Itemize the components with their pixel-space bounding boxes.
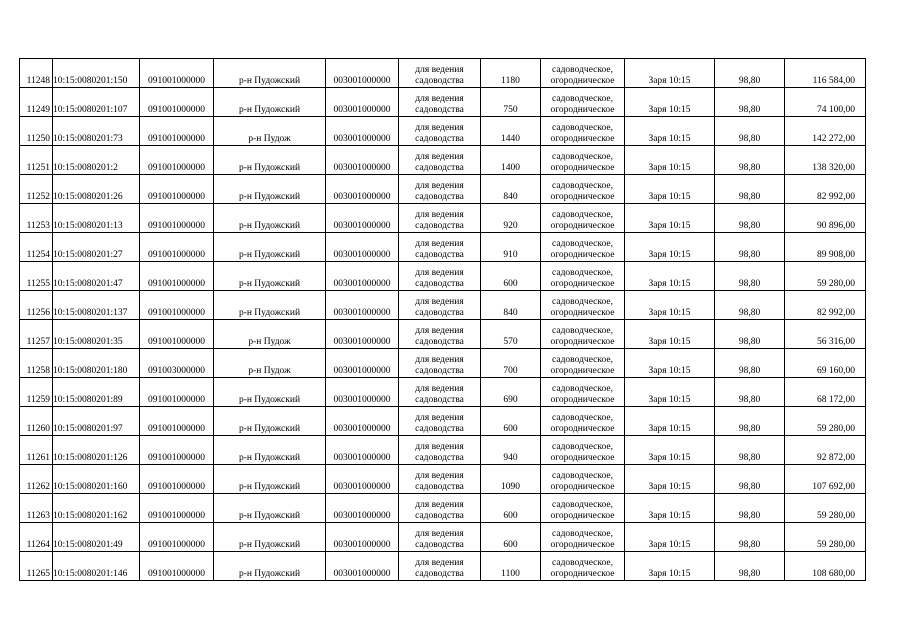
area-cell: 750 — [481, 88, 541, 117]
land-use-purpose-line: для ведения — [415, 94, 464, 104]
rate-cell: 98,80 — [715, 88, 785, 117]
table-row — [20, 88, 866, 117]
category-line: садоводческое, — [552, 442, 613, 452]
land-use-purpose-cell — [399, 291, 481, 320]
group-cell: Заря 10:15 — [625, 320, 715, 349]
area-cell: 1090 — [481, 465, 541, 494]
category-cell — [541, 146, 625, 175]
district-cell: р-н Пудож — [214, 117, 326, 146]
cadastral-number-cell: 10:15:0080201:107 — [53, 88, 140, 117]
settlement-code-cell: 003001000000 — [326, 494, 399, 523]
table-row — [20, 320, 866, 349]
land-use-purpose-line: садоводства — [415, 395, 464, 405]
oktmo-code-cell: 091001000000 — [140, 117, 214, 146]
category-line: огородническое — [550, 540, 615, 550]
cadastral-number-cell: 10:15:0080201:180 — [53, 349, 140, 378]
land-use-purpose-line: садоводства — [415, 192, 464, 202]
category-cell — [541, 320, 625, 349]
row-number-cell: 11259 — [20, 378, 53, 407]
category-line: садоводческое, — [552, 297, 613, 307]
table-row — [20, 436, 866, 465]
land-use-purpose-cell — [399, 378, 481, 407]
land-use-purpose-line: для ведения — [415, 239, 464, 249]
table-row — [20, 262, 866, 291]
category-cell — [541, 378, 625, 407]
group-cell: Заря 10:15 — [625, 291, 715, 320]
land-use-purpose-cell — [399, 320, 481, 349]
oktmo-code-cell: 091001000000 — [140, 262, 214, 291]
area-cell: 690 — [481, 378, 541, 407]
group-cell: Заря 10:15 — [625, 436, 715, 465]
group-cell: Заря 10:15 — [625, 117, 715, 146]
land-use-purpose-line: для ведения — [415, 65, 464, 75]
rate-cell: 98,80 — [715, 436, 785, 465]
land-use-purpose-cell — [399, 233, 481, 262]
land-use-purpose-line: для ведения — [415, 384, 464, 394]
group-cell: Заря 10:15 — [625, 349, 715, 378]
land-use-purpose-line: садоводства — [415, 540, 464, 550]
category-cell — [541, 349, 625, 378]
oktmo-code-cell: 091001000000 — [140, 523, 214, 552]
area-cell: 600 — [481, 523, 541, 552]
oktmo-code-cell: 091001000000 — [140, 291, 214, 320]
land-use-purpose-line: садоводства — [415, 163, 464, 173]
rate-cell: 98,80 — [715, 291, 785, 320]
row-number-cell: 11265 — [20, 552, 53, 581]
land-use-purpose-line: для ведения — [415, 181, 464, 191]
land-use-purpose-line: садоводства — [415, 569, 464, 579]
category-cell — [541, 523, 625, 552]
land-use-purpose-line: садоводства — [415, 308, 464, 318]
category-line: огородническое — [550, 163, 615, 173]
cadastral-number-cell: 10:15:0080201:49 — [53, 523, 140, 552]
category-line: садоводческое, — [552, 268, 613, 278]
table-row — [20, 204, 866, 233]
cadastral-value-cell: 82 992,00 — [785, 291, 866, 320]
cadastral-value-cell: 116 584,00 — [785, 59, 866, 88]
land-use-purpose-line: садоводства — [415, 453, 464, 463]
oktmo-code-cell: 091001000000 — [140, 146, 214, 175]
group-cell: Заря 10:15 — [625, 88, 715, 117]
table-row — [20, 349, 866, 378]
settlement-code-cell: 003001000000 — [326, 465, 399, 494]
rate-cell: 98,80 — [715, 175, 785, 204]
category-line: садоводческое, — [552, 558, 613, 568]
district-cell: р-н Пудожский — [214, 378, 326, 407]
district-cell: р-н Пудожский — [214, 465, 326, 494]
category-cell — [541, 175, 625, 204]
settlement-code-cell: 003001000000 — [326, 88, 399, 117]
settlement-code-cell: 003001000000 — [326, 349, 399, 378]
land-use-purpose-cell — [399, 262, 481, 291]
district-cell: р-н Пудожский — [214, 204, 326, 233]
cadastral-value-cell: 90 896,00 — [785, 204, 866, 233]
oktmo-code-cell: 091001000000 — [140, 465, 214, 494]
group-cell: Заря 10:15 — [625, 494, 715, 523]
district-cell: р-н Пудожский — [214, 262, 326, 291]
category-line: огородническое — [550, 279, 615, 289]
cadastral-number-cell: 10:15:0080201:126 — [53, 436, 140, 465]
area-cell: 940 — [481, 436, 541, 465]
area-cell: 600 — [481, 494, 541, 523]
land-use-purpose-cell — [399, 175, 481, 204]
row-number-cell: 11251 — [20, 146, 53, 175]
district-cell: р-н Пудожский — [214, 88, 326, 117]
district-cell: р-н Пудожский — [214, 146, 326, 175]
district-cell: р-н Пудожский — [214, 552, 326, 581]
cadastral-number-cell: 10:15:0080201:2 — [53, 146, 140, 175]
oktmo-code-cell: 091001000000 — [140, 552, 214, 581]
cadastral-number-cell: 10:15:0080201:27 — [53, 233, 140, 262]
district-cell: р-н Пудож — [214, 320, 326, 349]
cadastral-value-cell: 92 872,00 — [785, 436, 866, 465]
category-cell — [541, 552, 625, 581]
land-use-purpose-cell — [399, 59, 481, 88]
category-line: огородническое — [550, 511, 615, 521]
land-use-purpose-line: садоводства — [415, 482, 464, 492]
category-line: огородническое — [550, 395, 615, 405]
category-line: огородническое — [550, 366, 615, 376]
land-use-purpose-cell — [399, 552, 481, 581]
land-use-purpose-line: садоводства — [415, 134, 464, 144]
settlement-code-cell: 003001000000 — [326, 117, 399, 146]
oktmo-code-cell: 091001000000 — [140, 233, 214, 262]
rate-cell: 98,80 — [715, 523, 785, 552]
area-cell: 1400 — [481, 146, 541, 175]
cadastral-number-cell: 10:15:0080201:137 — [53, 291, 140, 320]
land-use-purpose-cell — [399, 146, 481, 175]
oktmo-code-cell: 091001000000 — [140, 59, 214, 88]
land-use-purpose-cell — [399, 204, 481, 233]
row-number-cell: 11258 — [20, 349, 53, 378]
cadastral-number-cell: 10:15:0080201:160 — [53, 465, 140, 494]
oktmo-code-cell: 091001000000 — [140, 88, 214, 117]
cadastral-number-cell: 10:15:0080201:162 — [53, 494, 140, 523]
category-cell — [541, 494, 625, 523]
rate-cell: 98,80 — [715, 349, 785, 378]
settlement-code-cell: 003001000000 — [326, 146, 399, 175]
land-use-purpose-line: для ведения — [415, 413, 464, 423]
table-row — [20, 552, 866, 581]
cadastral-number-cell: 10:15:0080201:97 — [53, 407, 140, 436]
rate-cell: 98,80 — [715, 320, 785, 349]
row-number-cell: 11249 — [20, 88, 53, 117]
land-use-purpose-line: садоводства — [415, 511, 464, 521]
row-number-cell: 11254 — [20, 233, 53, 262]
oktmo-code-cell: 091001000000 — [140, 407, 214, 436]
cadastral-value-cell: 59 280,00 — [785, 523, 866, 552]
cadastral-value-cell: 89 908,00 — [785, 233, 866, 262]
land-use-purpose-line: садоводства — [415, 279, 464, 289]
row-number-cell: 11262 — [20, 465, 53, 494]
area-cell: 1180 — [481, 59, 541, 88]
category-cell — [541, 59, 625, 88]
oktmo-code-cell: 091001000000 — [140, 204, 214, 233]
land-parcel-table — [19, 58, 866, 581]
cadastral-value-cell: 82 992,00 — [785, 175, 866, 204]
oktmo-code-cell: 091001000000 — [140, 436, 214, 465]
category-line: огородническое — [550, 337, 615, 347]
area-cell: 840 — [481, 291, 541, 320]
table-body — [20, 59, 866, 581]
oktmo-code-cell: 091003000000 — [140, 349, 214, 378]
category-line: садоводческое, — [552, 94, 613, 104]
category-cell — [541, 262, 625, 291]
category-line: огородническое — [550, 134, 615, 144]
category-line: огородническое — [550, 105, 615, 115]
oktmo-code-cell: 091001000000 — [140, 175, 214, 204]
category-line: огородническое — [550, 569, 615, 579]
row-number-cell: 11250 — [20, 117, 53, 146]
category-cell — [541, 436, 625, 465]
district-cell: р-н Пудожский — [214, 523, 326, 552]
category-line: огородническое — [550, 192, 615, 202]
group-cell: Заря 10:15 — [625, 523, 715, 552]
cadastral-number-cell: 10:15:0080201:73 — [53, 117, 140, 146]
land-use-purpose-line: для ведения — [415, 152, 464, 162]
category-line: садоводческое, — [552, 413, 613, 423]
category-line: садоводческое, — [552, 181, 613, 191]
category-cell — [541, 407, 625, 436]
settlement-code-cell: 003001000000 — [326, 291, 399, 320]
cadastral-number-cell: 10:15:0080201:47 — [53, 262, 140, 291]
area-cell: 600 — [481, 407, 541, 436]
group-cell: Заря 10:15 — [625, 378, 715, 407]
land-use-purpose-cell — [399, 88, 481, 117]
category-line: огородническое — [550, 250, 615, 260]
settlement-code-cell: 003001000000 — [326, 233, 399, 262]
district-cell: р-н Пудожский — [214, 407, 326, 436]
rate-cell: 98,80 — [715, 552, 785, 581]
district-cell: р-н Пудожский — [214, 494, 326, 523]
area-cell: 570 — [481, 320, 541, 349]
table-row — [20, 378, 866, 407]
settlement-code-cell: 003001000000 — [326, 59, 399, 88]
rate-cell: 98,80 — [715, 407, 785, 436]
row-number-cell: 11255 — [20, 262, 53, 291]
category-line: садоводческое, — [552, 326, 613, 336]
row-number-cell: 11253 — [20, 204, 53, 233]
category-cell — [541, 117, 625, 146]
category-cell — [541, 291, 625, 320]
land-use-purpose-cell — [399, 117, 481, 146]
row-number-cell: 11256 — [20, 291, 53, 320]
rate-cell: 98,80 — [715, 117, 785, 146]
rate-cell: 98,80 — [715, 262, 785, 291]
rate-cell: 98,80 — [715, 378, 785, 407]
rate-cell: 98,80 — [715, 59, 785, 88]
category-line: садоводческое, — [552, 355, 613, 365]
land-use-purpose-cell — [399, 465, 481, 494]
land-use-purpose-line: садоводства — [415, 105, 464, 115]
land-use-purpose-cell — [399, 494, 481, 523]
settlement-code-cell: 003001000000 — [326, 320, 399, 349]
cadastral-number-cell: 10:15:0080201:35 — [53, 320, 140, 349]
category-cell — [541, 233, 625, 262]
table-row — [20, 146, 866, 175]
land-use-purpose-cell — [399, 523, 481, 552]
land-use-purpose-line: садоводства — [415, 366, 464, 376]
land-use-purpose-line: для ведения — [415, 471, 464, 481]
cadastral-value-cell: 59 280,00 — [785, 407, 866, 436]
area-cell: 840 — [481, 175, 541, 204]
table-row — [20, 175, 866, 204]
land-use-purpose-line: для ведения — [415, 326, 464, 336]
cadastral-number-cell: 10:15:0080201:13 — [53, 204, 140, 233]
area-cell: 910 — [481, 233, 541, 262]
category-cell — [541, 465, 625, 494]
category-line: садоводческое, — [552, 123, 613, 133]
cadastral-value-cell: 74 100,00 — [785, 88, 866, 117]
land-use-purpose-line: для ведения — [415, 442, 464, 452]
settlement-code-cell: 003001000000 — [326, 204, 399, 233]
cadastral-value-cell: 68 172,00 — [785, 378, 866, 407]
land-use-purpose-line: для ведения — [415, 123, 464, 133]
row-number-cell: 11264 — [20, 523, 53, 552]
district-cell: р-н Пудожский — [214, 436, 326, 465]
category-line: огородническое — [550, 482, 615, 492]
category-line: огородническое — [550, 221, 615, 231]
cadastral-value-cell: 107 692,00 — [785, 465, 866, 494]
area-cell: 700 — [481, 349, 541, 378]
area-cell: 1440 — [481, 117, 541, 146]
land-use-purpose-line: садоводства — [415, 424, 464, 434]
group-cell: Заря 10:15 — [625, 175, 715, 204]
area-cell: 600 — [481, 262, 541, 291]
row-number-cell: 11263 — [20, 494, 53, 523]
land-use-purpose-line: для ведения — [415, 297, 464, 307]
table-row — [20, 233, 866, 262]
district-cell: р-н Пудожский — [214, 233, 326, 262]
group-cell: Заря 10:15 — [625, 465, 715, 494]
cadastral-value-cell: 69 160,00 — [785, 349, 866, 378]
category-line: садоводческое, — [552, 471, 613, 481]
settlement-code-cell: 003001000000 — [326, 552, 399, 581]
cadastral-number-cell: 10:15:0080201:89 — [53, 378, 140, 407]
area-cell: 920 — [481, 204, 541, 233]
cadastral-number-cell: 10:15:0080201:26 — [53, 175, 140, 204]
group-cell: Заря 10:15 — [625, 552, 715, 581]
row-number-cell: 11252 — [20, 175, 53, 204]
oktmo-code-cell: 091001000000 — [140, 320, 214, 349]
rate-cell: 98,80 — [715, 233, 785, 262]
land-use-purpose-line: садоводства — [415, 221, 464, 231]
category-line: садоводческое, — [552, 384, 613, 394]
table-row — [20, 59, 866, 88]
category-cell — [541, 204, 625, 233]
category-line: огородническое — [550, 76, 615, 86]
oktmo-code-cell: 091001000000 — [140, 494, 214, 523]
row-number-cell: 11260 — [20, 407, 53, 436]
cadastral-value-cell: 142 272,00 — [785, 117, 866, 146]
cadastral-number-cell: 10:15:0080201:146 — [53, 552, 140, 581]
settlement-code-cell: 003001000000 — [326, 407, 399, 436]
land-use-purpose-line: садоводства — [415, 250, 464, 260]
group-cell: Заря 10:15 — [625, 407, 715, 436]
settlement-code-cell: 003001000000 — [326, 175, 399, 204]
land-use-purpose-line: садоводства — [415, 76, 464, 86]
group-cell: Заря 10:15 — [625, 59, 715, 88]
settlement-code-cell: 003001000000 — [326, 378, 399, 407]
settlement-code-cell: 003001000000 — [326, 523, 399, 552]
table-row — [20, 494, 866, 523]
cadastral-value-cell: 56 316,00 — [785, 320, 866, 349]
land-use-purpose-cell — [399, 436, 481, 465]
row-number-cell: 11261 — [20, 436, 53, 465]
category-line: садоводческое, — [552, 529, 613, 539]
land-use-purpose-line: для ведения — [415, 529, 464, 539]
category-line: садоводческое, — [552, 239, 613, 249]
land-use-purpose-cell — [399, 407, 481, 436]
district-cell: р-н Пудож — [214, 349, 326, 378]
land-use-purpose-line: для ведения — [415, 558, 464, 568]
group-cell: Заря 10:15 — [625, 146, 715, 175]
cadastral-value-cell: 59 280,00 — [785, 262, 866, 291]
category-line: садоводческое, — [552, 500, 613, 510]
rate-cell: 98,80 — [715, 494, 785, 523]
land-use-purpose-cell — [399, 349, 481, 378]
oktmo-code-cell: 091001000000 — [140, 378, 214, 407]
district-cell: р-н Пудожский — [214, 291, 326, 320]
category-line: садоводческое, — [552, 152, 613, 162]
rate-cell: 98,80 — [715, 146, 785, 175]
category-line: огородническое — [550, 308, 615, 318]
table-row — [20, 407, 866, 436]
table-row — [20, 523, 866, 552]
settlement-code-cell: 003001000000 — [326, 436, 399, 465]
row-number-cell: 11257 — [20, 320, 53, 349]
district-cell: р-н Пудожский — [214, 175, 326, 204]
category-line: садоводческое, — [552, 65, 613, 75]
land-use-purpose-line: садоводства — [415, 337, 464, 347]
table-row — [20, 117, 866, 146]
row-number-cell: 11248 — [20, 59, 53, 88]
cadastral-value-cell: 59 280,00 — [785, 494, 866, 523]
group-cell: Заря 10:15 — [625, 204, 715, 233]
cadastral-number-cell: 10:15:0080201:150 — [53, 59, 140, 88]
land-use-purpose-line: для ведения — [415, 210, 464, 220]
group-cell: Заря 10:15 — [625, 233, 715, 262]
area-cell: 1100 — [481, 552, 541, 581]
land-use-purpose-line: для ведения — [415, 268, 464, 278]
rate-cell: 98,80 — [715, 465, 785, 494]
category-line: огородническое — [550, 453, 615, 463]
category-cell — [541, 88, 625, 117]
cadastral-value-cell: 138 320,00 — [785, 146, 866, 175]
district-cell: р-н Пудожский — [214, 59, 326, 88]
cadastral-value-cell: 108 680,00 — [785, 552, 866, 581]
table-row — [20, 291, 866, 320]
category-line: огородническое — [550, 424, 615, 434]
land-use-purpose-line: для ведения — [415, 500, 464, 510]
group-cell: Заря 10:15 — [625, 262, 715, 291]
rate-cell: 98,80 — [715, 204, 785, 233]
settlement-code-cell: 003001000000 — [326, 262, 399, 291]
table-row — [20, 465, 866, 494]
land-use-purpose-line: для ведения — [415, 355, 464, 365]
category-line: садоводческое, — [552, 210, 613, 220]
